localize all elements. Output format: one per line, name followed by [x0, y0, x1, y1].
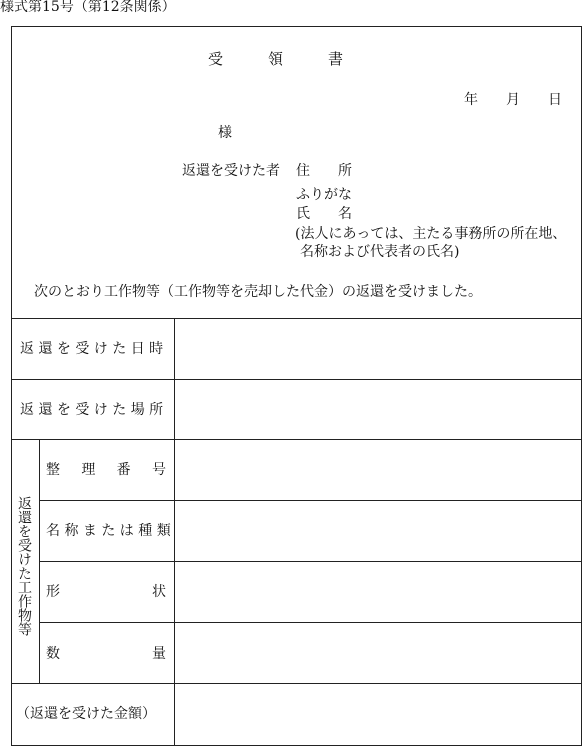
- row-divider: [11, 439, 582, 440]
- statement-text: 次のとおり工作物等（工作物等を売却した代金）の返還を受けました。: [34, 284, 482, 300]
- date-line: 年 月 日: [464, 92, 562, 108]
- reference-number-char: 理: [81, 462, 96, 478]
- row-divider: [11, 683, 582, 684]
- recipient-label: 返還を受けた者: [182, 163, 280, 179]
- quantity-char: 量: [152, 646, 166, 662]
- name-or-type-value[interactable]: [176, 502, 580, 560]
- returned-amount-label: （返還を受けた金額）: [16, 706, 156, 722]
- quantity-char: 数: [46, 646, 60, 662]
- shape-label: [46, 585, 166, 599]
- row-divider: [39, 500, 582, 501]
- reference-number-char: 号: [151, 462, 166, 478]
- document-title: 受 領 書: [208, 50, 344, 68]
- reference-number-label: [46, 463, 166, 477]
- reference-number-char: 整: [46, 462, 60, 478]
- quantity-value[interactable]: [176, 624, 580, 682]
- returned-items-group-label: 返還を受けた工作物等: [16, 496, 32, 636]
- group-column-divider: [39, 439, 40, 683]
- shape-char: 状: [152, 584, 166, 600]
- furigana-label: ふりがな: [296, 187, 352, 203]
- name-or-type-label: 名 称 ま た は 種 類: [46, 523, 171, 539]
- shape-char: 形: [46, 584, 60, 600]
- table-top-border: [11, 318, 582, 319]
- return-place-value[interactable]: [176, 381, 580, 438]
- return-date-value[interactable]: [176, 320, 580, 378]
- return-place-label: 返 還 を 受 け た 場 所: [20, 402, 164, 418]
- address-label: 住 所: [296, 163, 352, 179]
- corporation-note-line2: 名称および代表者の氏名): [300, 244, 460, 260]
- row-divider: [11, 379, 582, 380]
- reference-number-value[interactable]: [176, 441, 580, 499]
- corporation-note-line1: (法人にあっては、主たる事務所の所在地、: [295, 226, 567, 242]
- shape-value[interactable]: [176, 563, 580, 621]
- return-date-label: 返 還 を 受 け た 日 時: [20, 341, 164, 357]
- name-label: 氏 名: [296, 206, 352, 222]
- label-column-divider: [174, 318, 175, 746]
- form-number: 様式第15号（第12条関係）: [0, 0, 176, 15]
- quantity-label: [46, 647, 166, 661]
- returned-amount-value[interactable]: [176, 685, 580, 744]
- addressee-suffix: 様: [218, 125, 232, 141]
- reference-number-char: 番: [116, 462, 131, 478]
- row-divider: [39, 622, 582, 623]
- row-divider: [39, 561, 582, 562]
